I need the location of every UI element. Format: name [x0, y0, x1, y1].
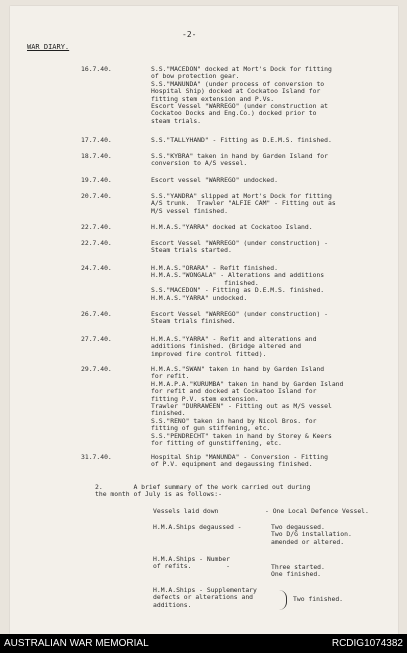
entry-text: Escort vessel "WARREGO" undocked.	[151, 176, 278, 184]
entry-text: H.M.A.S."YARRA" - Refit and alterations and additions finished. (Bridge altered and improved fire control fitted).	[151, 335, 317, 358]
footer-record-id: RCDIG1074382	[331, 638, 403, 649]
entry-date: 20.7.40.	[81, 192, 112, 200]
entry-text: S.S."MACEDON" docked at Mort's Dock for fitting of bow protection gear. S.S."MANUNDA" (under process of conversion to Hospital Ship) docked at Cockatoo Island for fitting stem extension and P.Vs. Escort Vessel "WARREGO" (under construction at Cockatoo Docks and Eng.Co.) docked prior to steam trials.	[151, 65, 332, 125]
entry-date: 18.7.40.	[81, 152, 112, 160]
entry-date: 16.7.40.	[81, 65, 112, 73]
archive-footer	[0, 634, 407, 653]
entry-date: 17.7.40.	[81, 136, 112, 144]
summary-supplementary-value: Two finished.	[293, 595, 344, 603]
footer-source: AUSTRALIAN WAR MEMORIAL	[4, 638, 149, 649]
entry-date: 19.7.40.	[81, 176, 112, 184]
page-number: -2-	[182, 30, 197, 39]
summary-degaussed-value: Two degaussed. Two D/G installation. amended or altered.	[271, 523, 352, 546]
entry-text: S.S."YANDRA" slipped at Mort's Dock for fitting A/S trunk. Trawler "ALFIE CAM" - Fitting out as M/S vessel finished.	[151, 192, 336, 215]
entry-text: Escort Vessel "WARREGO" (under construction) - Steam trials started.	[151, 239, 328, 255]
summary-intro: 2. A brief summary of the work carried out during the month of July is as follows:-	[95, 483, 311, 499]
summary-supplementary-label: H.M.A.Ships - Supplementary defects or alterations and additions.	[153, 586, 257, 609]
entry-date: 31.7.40.	[81, 453, 112, 461]
summary-refits-label: H.M.A.Ships - Number of refits. -	[153, 555, 230, 571]
summary-vessels-label: Vessels laid down	[153, 507, 219, 515]
summary-degaussed-label: H.M.A.Ships degaussed -	[153, 523, 242, 531]
summary-refits-value: Three started. One finished.	[271, 563, 325, 579]
entry-date: 27.7.40.	[81, 335, 112, 343]
entry-text: H.M.A.S."YARRA" docked at Cockatoo Island.	[151, 223, 313, 231]
entry-date: 24.7.40.	[81, 264, 112, 272]
entry-date: 22.7.40.	[81, 239, 112, 247]
entry-date: 22.7.40.	[81, 223, 112, 231]
entry-text: S.S."TALLYHAND" - Fitting as D.E.M.S. finished.	[151, 136, 332, 144]
entry-date: 29.7.40.	[81, 365, 112, 373]
document-heading: WAR DIARY.	[27, 43, 70, 51]
entry-text: Hospital Ship "MANUNDA" - Conversion - Fitting of P.V. equipment and degaussing finished.	[151, 453, 328, 469]
entry-text: S.S."KYBRA" taken in hand by Garden Island for conversion to A/S vessel.	[151, 152, 328, 168]
entry-text: H.M.A.S."ORARA" - Refit finished. H.M.A.S."WONGALA" - Alterations and additions finished. S.S."MACEDON" - Fitting as D.E.M.S. finished. H.M.A.S."YARRA" undocked.	[151, 264, 325, 302]
summary-vessels-value: - One Local Defence Vessel.	[265, 507, 369, 515]
entry-text: Escort Vessel "WARREGO" (under construction) - Steam trials finished.	[151, 310, 328, 326]
entry-text: H.M.A.S."SWAN" taken in hand by Garden Island for refit. H.M.A.P.A."KURUMBA" taken in hand by Garden Island for refit and docked at Cockatoo Island for fitting P.V. stem extension. Trawler "DURRAWEEN" - Fitting out as M/S vessel finished. S.S."RENO" taken in hand by Nicol Bros. for fitting of gun stiffening, etc. S.S."PENDRECHT" taken in hand by Storey & Keers for fitting of gunstiffening, etc.	[151, 365, 344, 448]
entry-date: 26.7.40.	[81, 310, 112, 318]
